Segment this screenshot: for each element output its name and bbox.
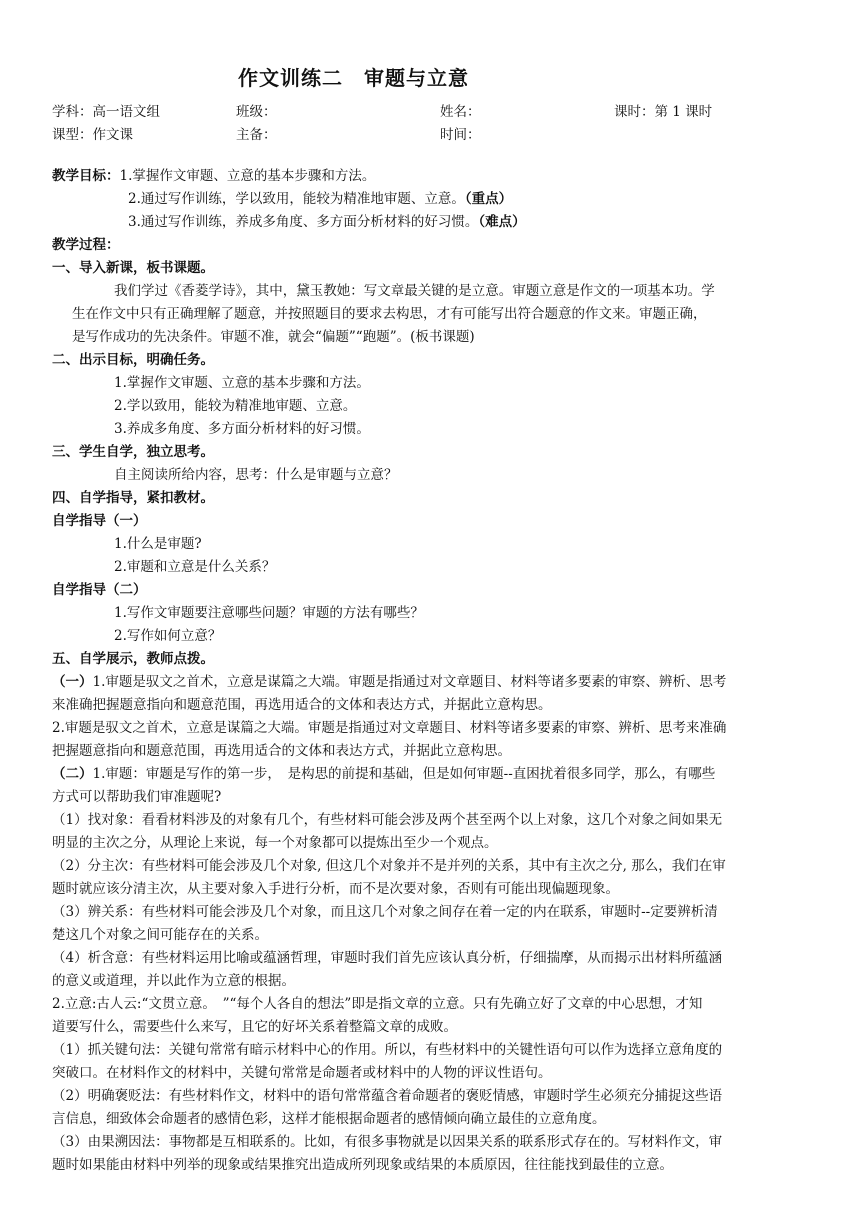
goal-2: 2.通过写作训练，学以致用，能较为精准地审题、立意。（重点） xyxy=(128,191,513,207)
guide-2-item-2: 2.写作如何立意？ xyxy=(114,628,222,644)
section-1-heading: 一、导入新课，板书课题。 xyxy=(52,260,214,276)
goal-3: 3.通过写作训练，养成多角度、多方面分析材料的好习惯。（难点） xyxy=(128,214,526,230)
part-1-para-2-line-1: 2.审题是驭文之首术，立意是谋篇之大端。审题是指通过对文章题目、材料等诸多要素的审察、辨析、思考来准确 xyxy=(52,720,727,736)
lizhi-method-1-line-1: （1）抓关键句法：关键句常常有暗示材料中心的作用。所以，有些材料中的关键性语句可以作为选择立意角度的 xyxy=(52,1042,723,1058)
meta-period: 课时：第 1 课时 xyxy=(614,104,713,120)
guide-1-item-1: 1.什么是审题? xyxy=(114,536,202,552)
goal-2-tag: （重点） xyxy=(464,191,513,207)
guide-2-heading: 自学指导（二） xyxy=(52,582,147,598)
process-label: 教学过程： xyxy=(52,237,120,253)
lizhi-method-3-line-2: 题时如果能由材料中列举的现象或结果推究出造成所列现象或结果的本质原因，往往能找到最佳的立意。 xyxy=(52,1157,673,1173)
goals xyxy=(52,166,375,186)
method-4-line-2: 的意义或道理，并以此作为立意的根据。 xyxy=(52,973,295,989)
goals-label: 教学目标： xyxy=(52,168,120,184)
method-1-line-1: （1）找对象：看看材料涉及的对象有几个，有些材料可能会涉及两个甚至两个以上对象，这几个对象之间如果无 xyxy=(52,812,723,828)
lizhi-method-3-line-1: （3）由果溯因法：事物都是互相联系的。比如，有很多事物就是以因果关系的联系形式存在的。写材料作文，审 xyxy=(52,1134,723,1150)
meta-type: 课型：作文课 xyxy=(52,127,133,143)
lizhi-method-1-line-2: 突破口。在材料作文的材料中，关键句常常是命题者或材料中的人物的评议性语句。 xyxy=(52,1065,552,1081)
section-3-heading: 三、学生自学，独立思考。 xyxy=(52,444,214,460)
meta-time: 时间： xyxy=(440,127,481,143)
method-2-line-1: （2）分主次：有些材料可能会涉及几个对象, 但这几个对象并不是并列的关系，其中有主次之分, 那么，我们在审 xyxy=(52,858,726,874)
lizhi-method-2-line-2: 言信息，细致体会命题者的感情色彩，这样才能根据命题者的感情倾向确立最佳的立意角度。 xyxy=(52,1111,606,1127)
section-1-line-2: 生在作文中只有正确理解了题意，并按照题目的要求去构思，才有可能写出符合题意的作文来。审题正确， xyxy=(72,306,707,322)
section-2-heading: 二、出示目标，明确任务。 xyxy=(52,352,214,368)
page-title: 作文训练二 审题与立意 xyxy=(238,66,469,90)
section-5-heading: 五、自学展示，教师点拨。 xyxy=(52,651,214,667)
section-2-item-3: 3.养成多角度、多方面分析材料的好习惯。 xyxy=(114,421,370,437)
section-3-text: 自主阅读所给内容，思考：什么是审题与立意？ xyxy=(114,467,398,483)
part-2-line-2: 方式可以帮助我们审准题呢? xyxy=(52,789,222,805)
method-3-line-1: （3）辨关系：有些材料可能会涉及几个对象，而且这几个对象之间存在着一定的内在联系，审题时--定要辨析清 xyxy=(52,904,718,920)
guide-2-item-1: 1.写作文审题要注意哪些问题？审题的方法有哪些？ xyxy=(114,605,424,621)
section-4-heading: 四、自学指导，紧扣教材。 xyxy=(52,490,214,506)
section-2-item-1: 1.掌握作文审题、立意的基本步骤和方法。 xyxy=(114,375,370,391)
meta-name: 姓名： xyxy=(440,104,481,120)
goal-1: 1.掌握作文审题、立意的基本步骤和方法。 xyxy=(119,168,376,184)
section-1-line-1: 我们学过《香菱学诗》，其中，黛玉教她：写文章最关键的是立意。审题立意是作文的一项基本功。学 xyxy=(114,283,715,299)
lizhi-line-1: 2.立意:古人云:“文贯立意。 ”“每个人各自的想法”即是指文章的立意。只有先确立好了文章的中心思想，才知 xyxy=(52,996,703,1012)
part-1-line-1: （一）1.审题是驭文之首术，立意是谋篇之大端。审题是指通过对文章题目、材料等诸多要素的审察、辨析、思考 xyxy=(52,674,727,690)
section-1-line-3: 是写作成功的先决条件。审题不准，就会“偏题”“跑题”。(板书课题) xyxy=(72,329,475,345)
lizhi-method-2-line-1: （2）明确褒贬法：有些材料作文，材料中的语句常常蕴含着命题者的褒贬情感，审题时学生必须充分捕捉这些语 xyxy=(52,1088,723,1104)
lizhi-line-2: 道要写什么，需要些什么来写，且它的好坏关系着整篇文章的成败。 xyxy=(52,1019,457,1035)
section-2-item-2: 2.学以致用，能较为精准地审题、立意。 xyxy=(114,398,357,414)
part-1-para-2-line-2: 把握题意指向和题意范围，再选用适合的文体和表达方式，并据此立意构思。 xyxy=(52,743,511,759)
meta-subject: 学科：高一语文组 xyxy=(52,104,160,120)
guide-1-heading: 自学指导（一） xyxy=(52,513,147,529)
method-3-line-2: 楚这几个对象之间可能存在的关系。 xyxy=(52,927,268,943)
meta-class: 班级： xyxy=(236,104,277,120)
guide-1-item-2: 2.审题和立意是什么关系？ xyxy=(114,559,276,575)
part-1-line-2: 来准确把握题意指向和题意范围，再选用适合的文体和表达方式，并据此立意构思。 xyxy=(52,697,552,713)
goal-3-tag: （难点） xyxy=(478,214,526,230)
part-2-line-1: （二）1.审题：审题是写作的第一步， 是构思的前提和基础，但是如何审题--直困扰着很多同学，那么，有哪些 xyxy=(52,766,716,782)
method-2-line-2: 题时就应该分清主次，从主要对象入手进行分析，而不是次要对象，否则有可能出现偏题现象。 xyxy=(52,881,619,897)
meta-lead: 主备： xyxy=(236,127,277,143)
method-1-line-2: 明显的主次之分，从理论上来说，每一个对象都可以提炼出至少一个观点。 xyxy=(52,835,498,851)
method-4-line-1: （4）析含意：有些材料运用比喻或蕴涵哲理，审题时我们首先应该认真分析，仔细揣摩，从而揭示出材料所蕴涵 xyxy=(52,950,723,966)
